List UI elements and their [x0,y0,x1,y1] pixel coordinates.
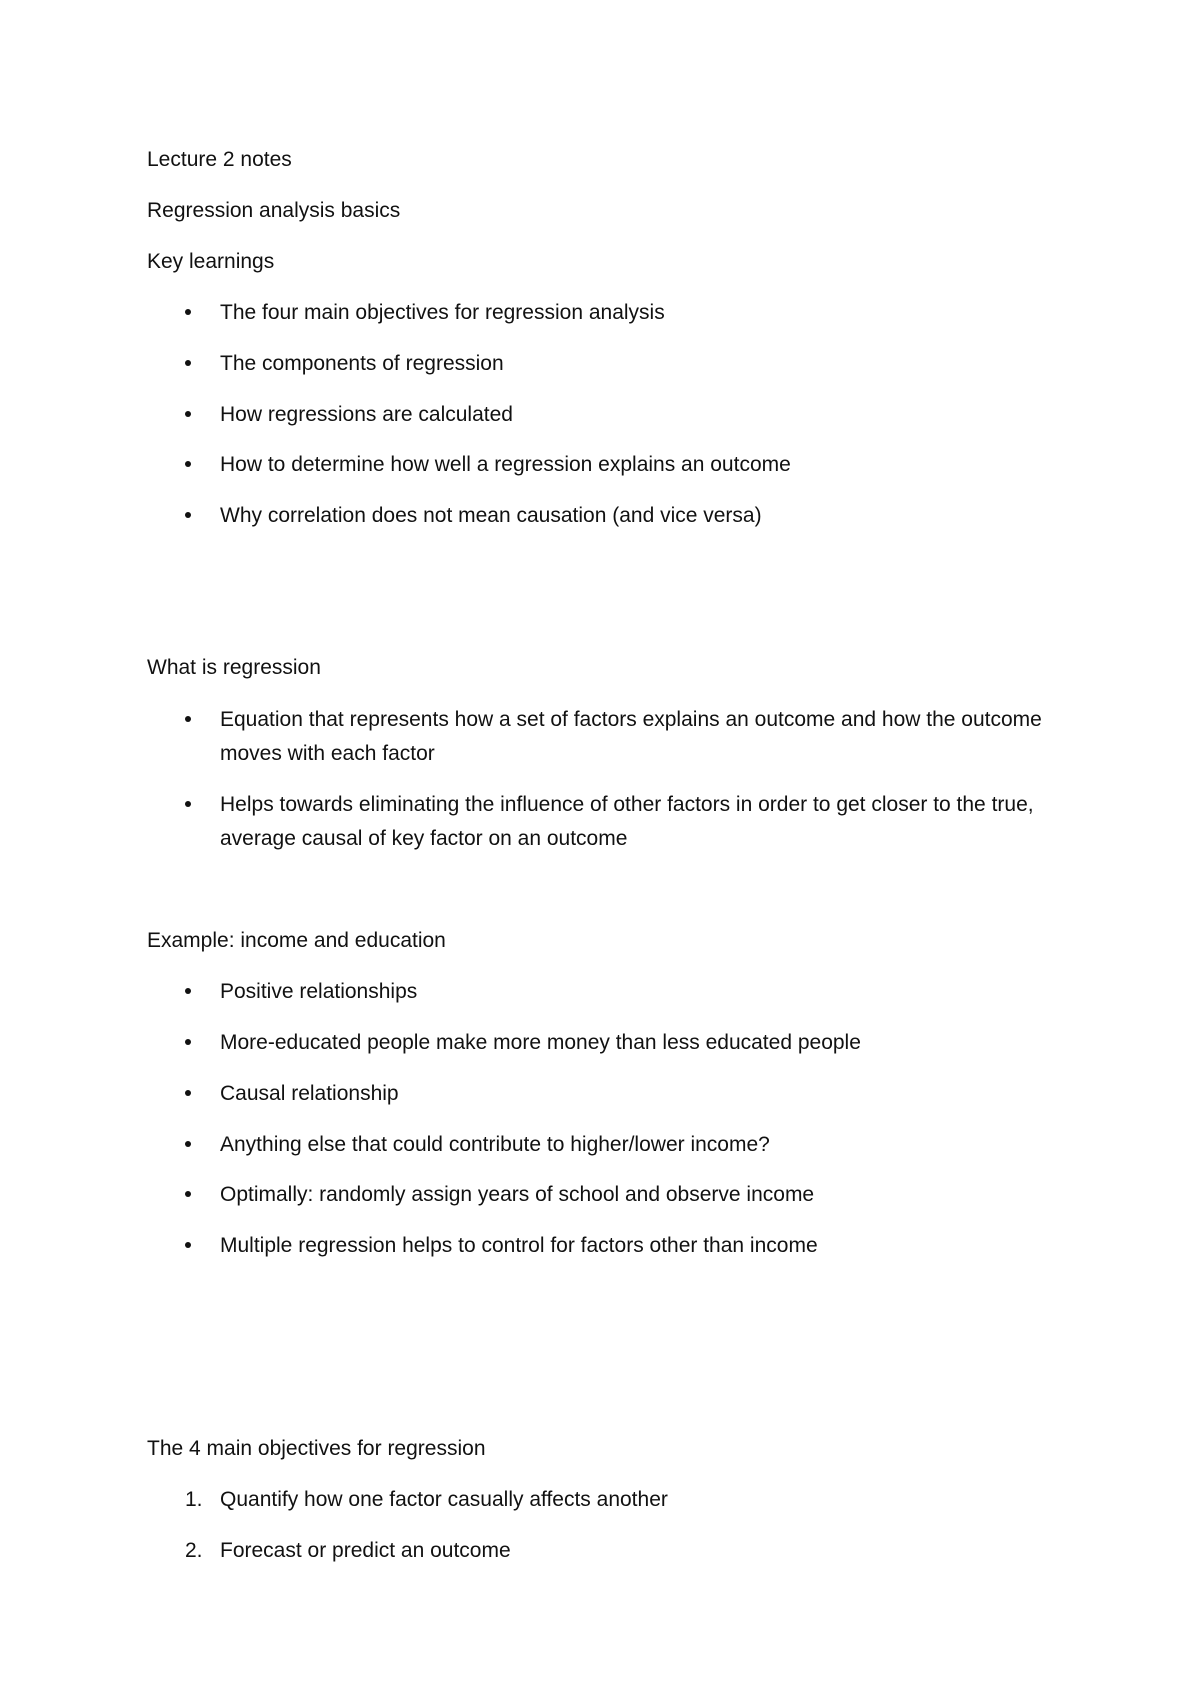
bullet-icon [185,1178,191,1212]
list-item: Quantify how one factor casually affects another [220,1488,668,1511]
bullet-icon [185,296,191,330]
list-number: 1. [185,1488,203,1511]
bullet-icon [185,703,191,737]
list-number: 2. [185,1539,203,1562]
section-heading-what-is-regression: What is regression [147,656,321,679]
list-item: The four main objectives for regression analysis [220,301,665,324]
list-item: Multiple regression helps to control for factors other than income [220,1234,818,1257]
list-item: Equation that represents how a set of factors explains an outcome and how the outcome moves with each factor [220,708,1042,765]
list-item: Helps towards eliminating the influence of other factors in order to get closer to the true, average causal of key factor on an outcome [220,793,1034,850]
bullet-icon [185,788,191,822]
bullet-icon [185,1077,191,1111]
list-item: Causal relationship [220,1082,399,1105]
bullet-icon [185,1128,191,1162]
list-item: How regressions are calculated [220,403,513,426]
bullet-icon [185,448,191,482]
bullet-icon [185,1229,191,1263]
section-heading-key-learnings: Key learnings [147,250,275,273]
document-title: Lecture 2 notes [147,148,292,171]
list-item: Why correlation does not mean causation (and vice versa) [220,504,762,527]
list-item: How to determine how well a regression explains an outcome [220,453,791,476]
bullet-icon [185,975,191,1009]
list-item: The components of regression [220,352,504,375]
bullet-icon [185,347,191,381]
list-item: Optimally: randomly assign years of school and observe income [220,1183,815,1206]
list-item: Positive relationships [220,980,418,1003]
document-subtitle: Regression analysis basics [147,199,401,222]
bullet-icon [185,499,191,533]
list-item: More-educated people make more money than less educated people [220,1031,861,1054]
bullet-icon [185,1026,191,1060]
section-heading-example: Example: income and education [147,929,446,952]
list-item: Forecast or predict an outcome [220,1539,511,1562]
list-item: Anything else that could contribute to higher/lower income? [220,1133,770,1156]
section-heading-main-objectives: The 4 main objectives for regression [147,1437,486,1460]
bullet-icon [185,398,191,432]
